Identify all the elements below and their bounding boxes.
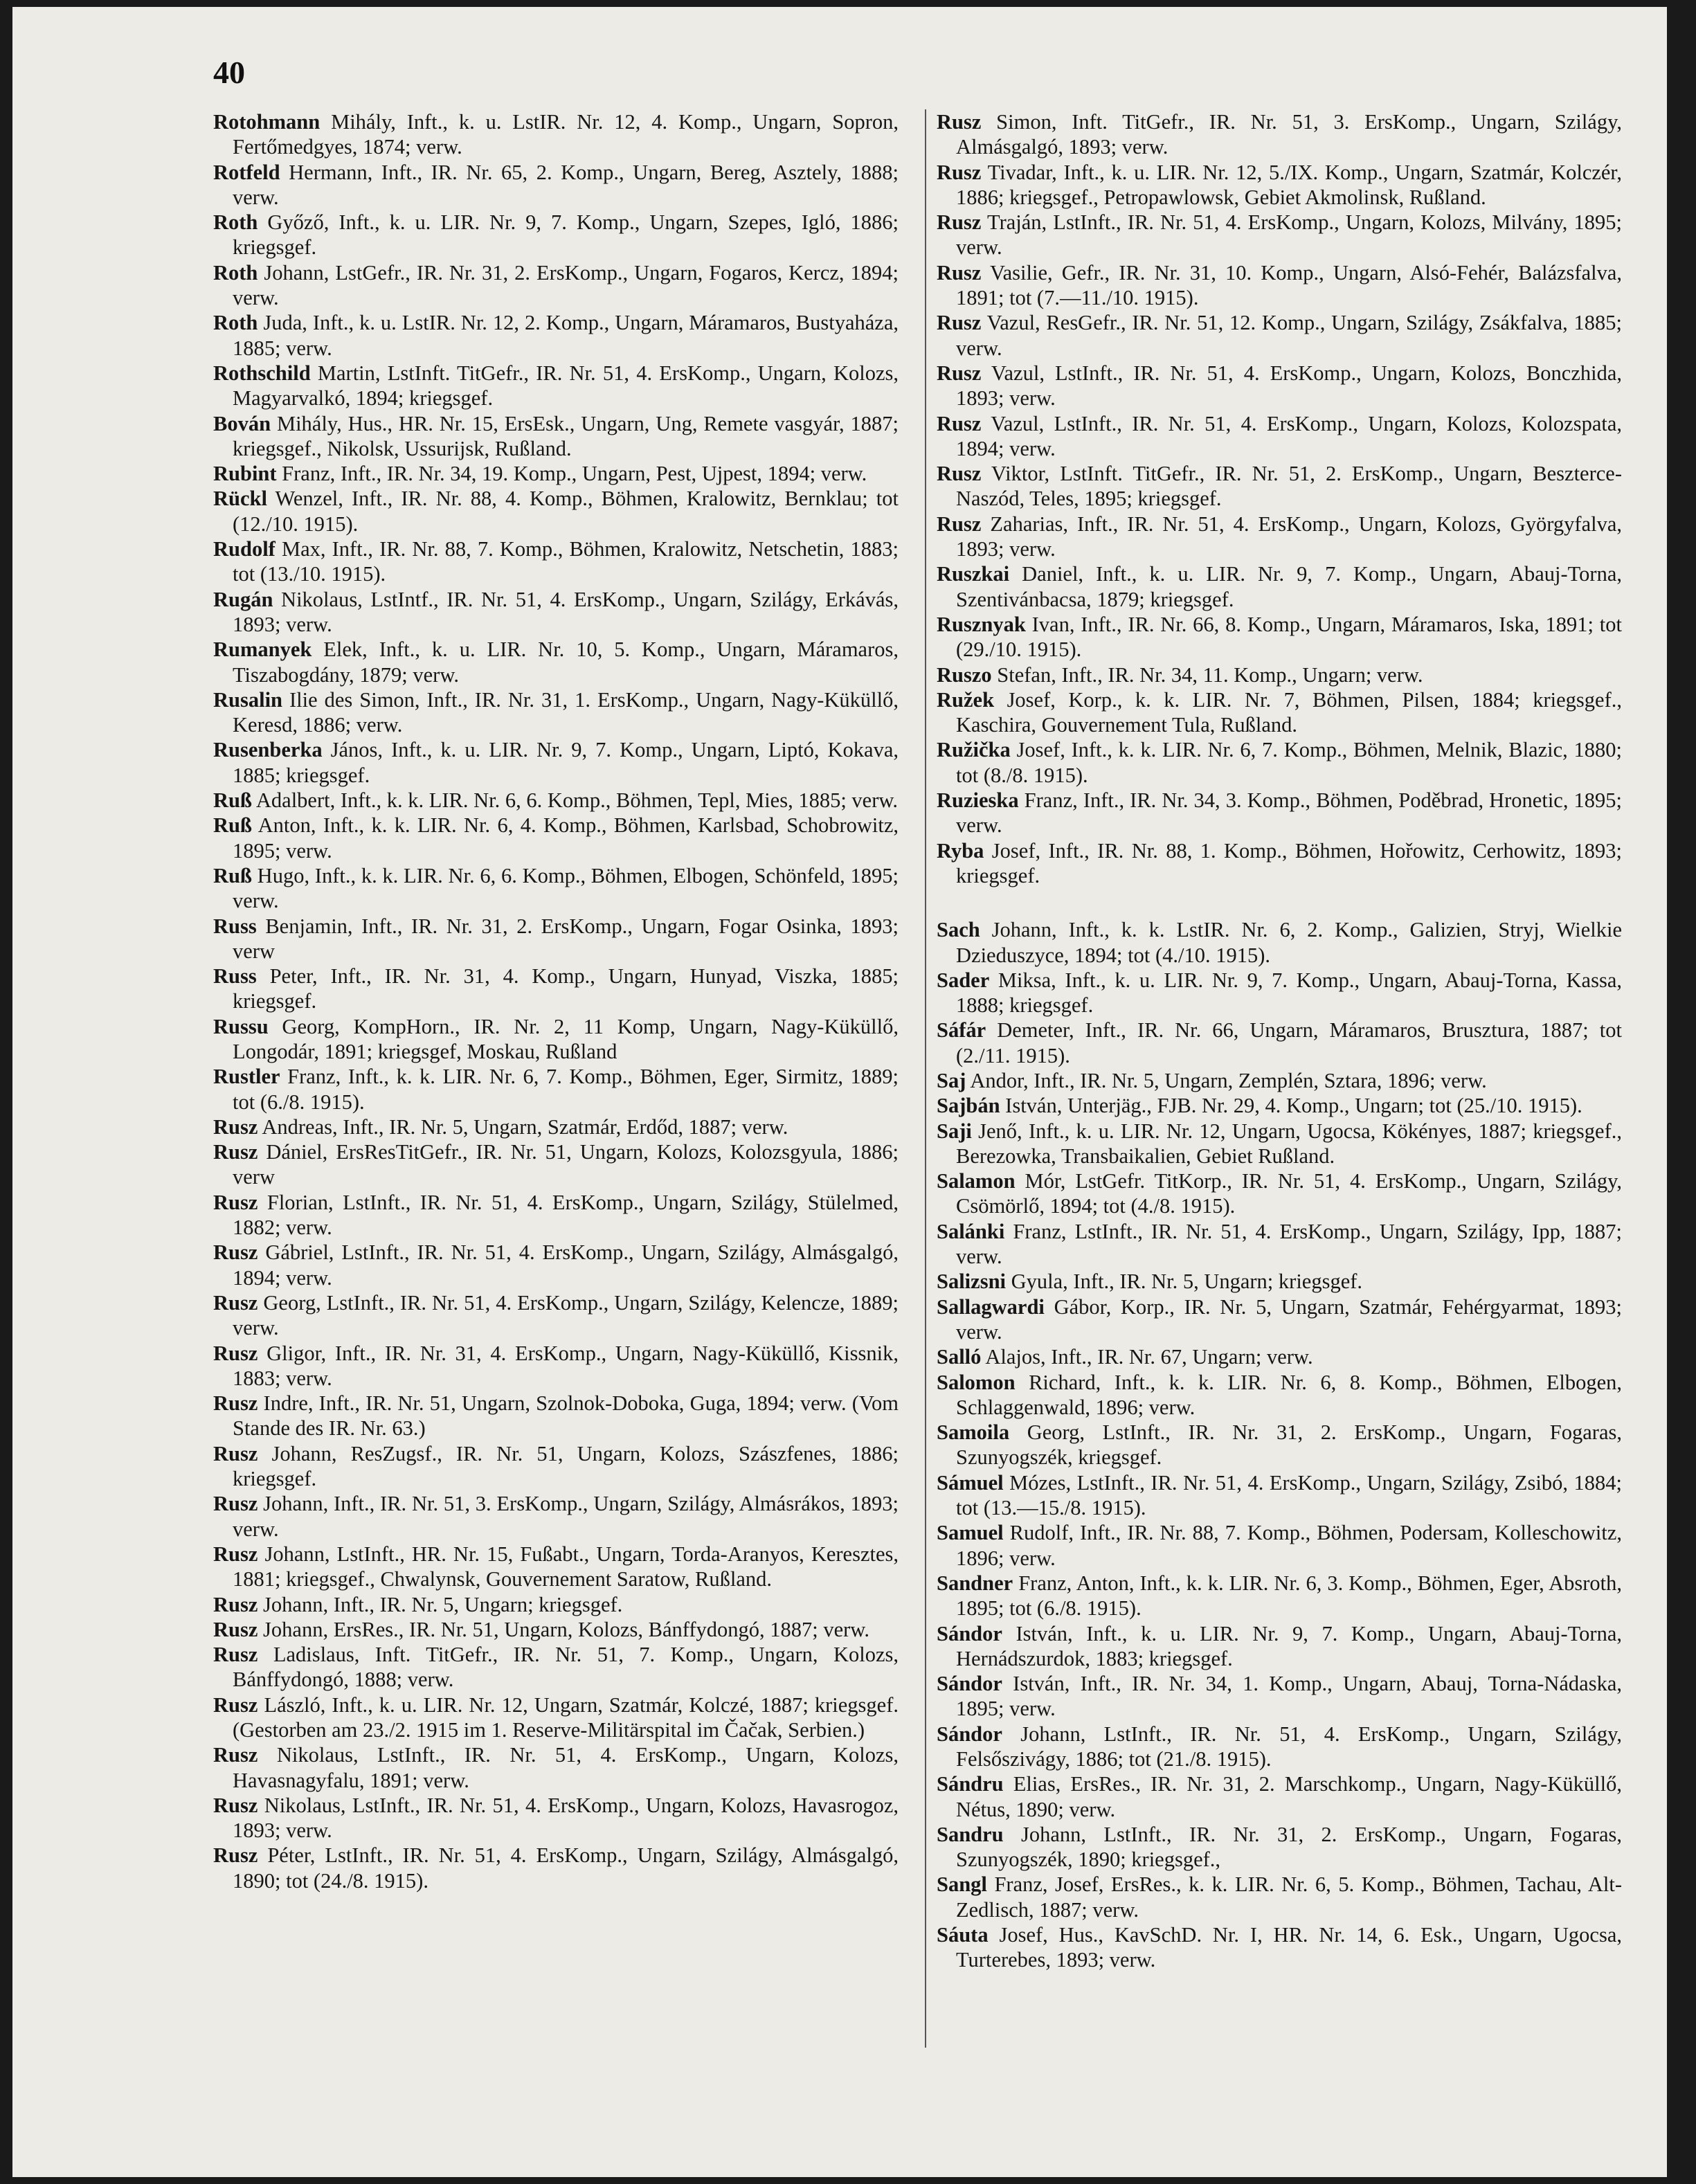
- directory-entry: [937, 1722, 1622, 1772]
- directory-entry: [937, 1093, 1622, 1118]
- directory-entry: [213, 1693, 899, 1743]
- entry-surname: Sándor: [937, 1672, 1002, 1696]
- entry-details: Benjamin, Inft., IR. Nr. 31, 2. ErsKomp., Ungarn, Fogar Osinka, 1893; verw: [233, 914, 899, 963]
- entry-details: Georg, KompHorn., IR. Nr. 2, 11 Komp, Ungarn, Nagy-Küküllő, Longodár, 1891; kriegsgef, Moskau, Rußland: [233, 1014, 899, 1063]
- directory-entry: [937, 917, 1622, 968]
- entry-surname: Rusz: [937, 512, 982, 536]
- entry-details: Franz, Inft., IR. Nr. 34, 19. Komp., Ungarn, Pest, Ujpest, 1894; verw.: [276, 462, 867, 486]
- entry-surname: Ružička: [937, 738, 1011, 762]
- entry-details: Dániel, ErsResTitGefr., IR. Nr. 51, Ungarn, Kolozs, Kolozsgyula, 1886; verw: [233, 1140, 899, 1189]
- entry-surname: Rusz: [937, 411, 982, 435]
- entry-details: Jenő, Inft., k. u. LIR. Nr. 12, Ungarn, Ugocsa, Kökényes, 1887; kriegsgef., Berezowka, Transbaikalien, Gebiet Rußland.: [956, 1119, 1622, 1168]
- entry-surname: Sándor: [937, 1722, 1002, 1746]
- entry-details: Josef, Inft., k. k. LIR. Nr. 6, 7. Komp., Böhmen, Melnik, Blazic, 1880; tot (8./8. 1915).: [956, 738, 1622, 787]
- entry-details: Ivan, Inft., IR. Nr. 66, 8. Komp., Ungarn, Máramaros, Iska, 1891; tot (29./10. 1915).: [956, 612, 1622, 662]
- entry-details: Győző, Inft., k. u. LIR. Nr. 9, 7. Komp., Ungarn, Szepes, Igló, 1886; kriegsgef.: [233, 210, 899, 260]
- entry-surname: Rusz: [937, 210, 982, 235]
- section-gap: [937, 888, 1622, 917]
- directory-entry: [213, 637, 899, 687]
- directory-entry: [213, 411, 899, 462]
- entry-surname: Samoila: [937, 1420, 1010, 1445]
- entry-details: Georg, LstInft., IR. Nr. 51, 4. ErsKomp., Ungarn, Szilágy, Kelencze, 1889; verw.: [233, 1290, 899, 1340]
- directory-entry: [213, 1617, 899, 1642]
- directory-entry: [213, 210, 899, 260]
- directory-entry: [213, 687, 899, 738]
- entry-surname: Rotfeld: [213, 160, 280, 184]
- directory-entry: [937, 1168, 1622, 1219]
- entry-details: Andreas, Inft., IR. Nr. 5, Ungarn, Szatmár, Erdőd, 1887; verw.: [258, 1114, 788, 1139]
- entry-details: Franz, Anton, Inft., k. k. LIR. Nr. 6, 3. Komp., Böhmen, Eger, Absroth, 1895; tot (6./8. 1915).: [956, 1571, 1622, 1621]
- entry-details: Zaharias, Inft., IR. Nr. 51, 4. ErsKomp., Ungarn, Kolozs, Györgyfalva, 1893; verw.: [956, 512, 1622, 561]
- entry-details: Indre, Inft., IR. Nr. 51, Ungarn, Szolnok-Doboka, Guga, 1894; verw. (Vom Stande des IR. Nr. 63.): [233, 1391, 899, 1441]
- entry-details: Franz, LstInft., IR. Nr. 51, 4. ErsKomp., Ungarn, Szilágy, Ipp, 1887; verw.: [956, 1219, 1622, 1269]
- entry-surname: Rusz: [213, 1190, 258, 1214]
- directory-entry: [213, 1441, 899, 1492]
- directory-entry: [937, 1370, 1622, 1420]
- directory-entry: [937, 1018, 1622, 1068]
- entry-surname: Ruszo: [937, 662, 992, 687]
- entry-details: Rudolf, Inft., IR. Nr. 88, 7. Komp., Böhmen, Podersam, Kolleschowitz, 1896; verw.: [956, 1521, 1622, 1570]
- entry-surname: Salló: [937, 1345, 982, 1369]
- entry-surname: Sáuta: [937, 1923, 989, 1947]
- directory-entry: [937, 838, 1622, 889]
- entry-details: Daniel, Inft., k. u. LIR. Nr. 9, 7. Komp., Ungarn, Abauj-Torna, Szentivánbacsa, 1879; kriegsgef.: [956, 562, 1622, 611]
- entry-details: Simon, Inft. TitGefr., IR. Nr. 51, 3. ErsKomp., Ungarn, Szilágy, Almásgalgó, 1893; verw.: [956, 110, 1622, 159]
- entry-details: László, Inft., k. u. LIR. Nr. 12, Ungarn, Szatmár, Kolczé, 1887; kriegsgef. (Gestorben am 23./2. 1915 im 1. Reserve-Militärspital im Čačak, Serbien.): [233, 1693, 899, 1742]
- entry-surname: Ryba: [937, 838, 984, 863]
- entry-details: Nikolaus, LstInft., IR. Nr. 51, 4. ErsKomp., Ungarn, Kolozs, Havasnagyfalu, 1891; verw.: [233, 1743, 899, 1792]
- entry-surname: Sajbán: [937, 1094, 1000, 1118]
- entry-details: Ladislaus, Inft. TitGefr., IR. Nr. 51, 7. Komp., Ungarn, Kolozs, Bánffydongó, 1888; verw.: [233, 1643, 899, 1692]
- directory-entry: [937, 310, 1622, 361]
- entry-surname: Rotohmann: [213, 110, 321, 134]
- entry-details: Johann, Inft., IR. Nr. 5, Ungarn; kriegsgef.: [258, 1592, 623, 1616]
- entry-surname: Sándor: [937, 1621, 1002, 1645]
- directory-entry: [937, 260, 1622, 311]
- entry-surname: Sach: [937, 918, 980, 942]
- entry-surname: Samuel: [937, 1521, 1004, 1545]
- entry-surname: Rückl: [213, 487, 267, 511]
- entry-details: Elek, Inft., k. u. LIR. Nr. 10, 5. Komp., Ungarn, Máramaros, Tiszabogdány, 1879; verw.: [233, 638, 899, 687]
- directory-entry: [937, 210, 1622, 260]
- directory-entry: [213, 1742, 899, 1793]
- entry-details: Mór, LstGefr. TitKorp., IR. Nr. 51, 4. ErsKomp., Ungarn, Szilágy, Csömörlő, 1894; tot (4./8. 1915).: [956, 1169, 1622, 1218]
- entry-details: Nikolaus, LstInft., IR. Nr. 51, 4. ErsKomp., Ungarn, Kolozs, Havasrogoz, 1893; verw.: [233, 1793, 899, 1843]
- entry-details: Wenzel, Inft., IR. Nr. 88, 4. Komp., Böhmen, Kralowitz, Bernklau; tot (12./10. 1915).: [233, 487, 899, 536]
- entry-surname: Rusz: [213, 1542, 258, 1566]
- directory-entry: [213, 914, 899, 964]
- entry-surname: Rusz: [213, 1592, 258, 1616]
- entry-surname: Russ: [213, 964, 257, 989]
- entry-details: Johann, ErsRes., IR. Nr. 51, Ungarn, Kolozs, Bánffydongó, 1887; verw.: [258, 1617, 869, 1641]
- directory-entry: [213, 1642, 899, 1693]
- entry-details: Elias, ErsRes., IR. Nr. 31, 2. Marschkomp., Ungarn, Nagy-Küküllő, Nétus, 1890; verw.: [956, 1772, 1622, 1821]
- entry-surname: Russ: [213, 914, 257, 938]
- entry-surname: Sallagwardi: [937, 1294, 1045, 1319]
- directory-entry: [937, 109, 1622, 160]
- entry-details: Peter, Inft., IR. Nr. 31, 4. Komp., Ungarn, Hunyad, Viszka, 1885; kriegsgef.: [233, 964, 899, 1013]
- entry-surname: Sandru: [937, 1822, 1004, 1846]
- entry-details: Mózes, LstInft., IR. Nr. 51, 4. ErsKomp., Ungarn, Szilágy, Zsibó, 1884; tot (13.—15./8. 1915).: [956, 1470, 1622, 1520]
- directory-entry: [937, 1219, 1622, 1270]
- directory-entry: [937, 1068, 1622, 1093]
- directory-entry: [213, 1491, 899, 1542]
- directory-entry: [213, 863, 899, 914]
- entry-surname: Sader: [937, 968, 990, 992]
- entry-details: János, Inft., k. u. LIR. Nr. 9, 7. Komp., Ungarn, Liptó, Kokava, 1885; kriegsgef.: [233, 738, 899, 787]
- entry-surname: Rubint: [213, 462, 277, 486]
- entry-details: Johann, ResZugsf., IR. Nr. 51, Ungarn, Kolozs, Szászfenes, 1886; kriegsgef.: [233, 1441, 899, 1491]
- entry-surname: Rusz: [937, 361, 982, 385]
- directory-entry: [213, 788, 899, 813]
- entry-details: Alajos, Inft., IR. Nr. 67, Ungarn; verw.: [981, 1345, 1313, 1369]
- entry-surname: Rusz: [213, 1441, 258, 1465]
- directory-entry: [937, 160, 1622, 210]
- entry-surname: Sáfár: [937, 1018, 986, 1043]
- entry-surname: Salánki: [937, 1219, 1005, 1243]
- entry-surname: Rusz: [213, 1140, 258, 1164]
- entry-details: Franz, Inft., IR. Nr. 34, 3. Komp., Böhmen, Poděbrad, Hronetic, 1895; verw.: [956, 788, 1622, 838]
- entry-details: Georg, LstInft., IR. Nr. 31, 2. ErsKomp., Ungarn, Fogaras, Szunyogszék, kriegsgef.: [956, 1420, 1622, 1470]
- entry-details: Florian, LstInft., IR. Nr. 51, 4. ErsKomp., Ungarn, Szilágy, Stülelmed, 1882; verw.: [233, 1190, 899, 1240]
- left-column: [213, 109, 899, 2158]
- entry-surname: Roth: [213, 260, 258, 285]
- entry-surname: Rusz: [213, 1391, 258, 1416]
- entry-surname: Rumanyek: [213, 638, 312, 662]
- entry-details: Hermann, Inft., IR. Nr. 65, 2. Komp., Ungarn, Bereg, Asztely, 1888; verw.: [233, 160, 899, 209]
- entry-surname: Rusz: [213, 1341, 258, 1365]
- directory-entry: [937, 1872, 1622, 1922]
- entry-surname: Rusalin: [213, 687, 283, 712]
- directory-entry: [937, 1470, 1622, 1521]
- entry-details: Vazul, LstInft., IR. Nr. 51, 4. ErsKomp., Ungarn, Kolozs, Kolozspata, 1894; verw.: [956, 411, 1622, 460]
- entry-details: Viktor, LstInft. TitGefr., IR. Nr. 51, 2. ErsKomp., Ungarn, Beszterce-Naszód, Teles, 1895; kriegsgef.: [956, 462, 1622, 511]
- entry-details: Josef, Korp., k. k. LIR. Nr. 7, Böhmen, Pilsen, 1884; kriegsgef., Kaschira, Gouvernement Tula, Rußland.: [956, 687, 1622, 737]
- entry-details: Johann, Inft., k. k. LstIR. Nr. 6, 2. Komp., Galizien, Stryj, Wielkie Dzieduszyce, 1894; tot (4./10. 1915).: [956, 918, 1622, 967]
- entry-surname: Rusenberka: [213, 738, 323, 762]
- entry-surname: Ruzieska: [937, 788, 1019, 813]
- entry-surname: Rudolf: [213, 537, 276, 561]
- page-number: 40: [213, 55, 245, 90]
- directory-entry: [937, 788, 1622, 838]
- entry-details: Mihály, Hus., HR. Nr. 15, ErsEsk., Ungarn, Ung, Remete vasgyár, 1887; kriegsgef., Nikolsk, Ussurijsk, Rußland.: [233, 411, 899, 460]
- directory-entry: [213, 310, 899, 361]
- directory-entry: [937, 1344, 1622, 1369]
- entry-details: Mihály, Inft., k. u. LstIR. Nr. 12, 4. Komp., Ungarn, Sopron, Fertőmedgyes, 1874; verw.: [233, 110, 899, 159]
- entry-surname: Roth: [213, 210, 258, 235]
- entry-details: Josef, Hus., KavSchD. Nr. I, HR. Nr. 14, 6. Esk., Ungarn, Ugocsa, Turterebes, 1893; verw.: [956, 1923, 1622, 1972]
- entry-surname: Rusz: [937, 160, 982, 184]
- entry-surname: Rusz: [937, 462, 982, 486]
- entry-surname: Rusz: [213, 1492, 258, 1516]
- entry-details: Gábriel, LstInft., IR. Nr. 51, 4. ErsKomp., Ungarn, Szilágy, Almásgalgó, 1894; verw.: [233, 1240, 899, 1290]
- directory-entry: [937, 612, 1622, 662]
- entry-surname: Sangl: [937, 1872, 987, 1897]
- directory-entry: [937, 1571, 1622, 1621]
- entry-surname: Rusz: [213, 1843, 258, 1868]
- entry-details: Vazul, ResGefr., IR. Nr. 51, 12. Komp., Ungarn, Szilágy, Zsákfalva, 1885; verw.: [956, 311, 1622, 360]
- directory-entry: [213, 486, 899, 536]
- entry-details: Ilie des Simon, Inft., IR. Nr. 31, 1. ErsKomp., Ungarn, Nagy-Küküllő, Keresd, 1886; verw.: [233, 687, 899, 737]
- entry-details: István, Inft., k. u. LIR. Nr. 9, 7. Komp., Ungarn, Abauj-Torna, Hernádszurdok, 1883; kriegsgef.: [956, 1621, 1622, 1670]
- entry-details: Gábor, Korp., IR. Nr. 5, Ungarn, Szatmár, Fehérgyarmat, 1893; verw.: [956, 1294, 1622, 1344]
- directory-entry: [213, 1114, 899, 1139]
- directory-entry: [937, 1119, 1622, 1169]
- directory-entry: [937, 411, 1622, 462]
- directory-entry: [937, 968, 1622, 1018]
- entry-surname: Rusz: [213, 1114, 258, 1139]
- directory-entry: [213, 813, 899, 863]
- entry-surname: Rusz: [937, 260, 982, 285]
- entry-surname: Ružek: [937, 687, 995, 712]
- entry-surname: Sandner: [937, 1571, 1013, 1595]
- directory-entry: [213, 1290, 899, 1341]
- entry-surname: Salomon: [937, 1370, 1016, 1394]
- entry-details: Traján, LstInft., IR. Nr. 51, 4. ErsKomp., Ungarn, Kolozs, Milvány, 1895; verw.: [956, 210, 1622, 260]
- entry-surname: Saj: [937, 1068, 966, 1092]
- entry-details: Anton, Inft., k. k. LIR. Nr. 6, 4. Komp., Böhmen, Karlsbad, Schobrowitz, 1895; verw.: [233, 813, 899, 863]
- entry-details: Vazul, LstInft., IR. Nr. 51, 4. ErsKomp., Ungarn, Kolozs, Bonczhida, 1893; verw.: [956, 361, 1622, 410]
- entry-details: Johann, LstInft., IR. Nr. 31, 2. ErsKomp., Ungarn, Fogaras, Szunyogszék, 1890; kriegsgef.,: [956, 1822, 1622, 1872]
- entry-surname: Russu: [213, 1014, 269, 1038]
- entry-surname: Rusz: [213, 1743, 258, 1767]
- directory-entry: [213, 536, 899, 587]
- entry-surname: Saji: [937, 1119, 972, 1143]
- directory-entry: [937, 1294, 1622, 1345]
- entry-details: István, Unterjäg., FJB. Nr. 29, 4. Komp., Ungarn; tot (25./10. 1915).: [1000, 1094, 1582, 1118]
- entry-surname: Rusz: [213, 1643, 258, 1667]
- entry-details: Johann, Inft., IR. Nr. 51, 3. ErsKomp., Ungarn, Szilágy, Almásrákos, 1893; verw.: [233, 1492, 899, 1541]
- directory-entry: [213, 1014, 899, 1065]
- entry-surname: Salizsni: [937, 1270, 1007, 1294]
- directory-entry: [213, 1139, 899, 1190]
- entry-surname: Rusz: [937, 311, 982, 335]
- entry-details: Johann, LstGefr., IR. Nr. 31, 2. ErsKomp., Ungarn, Fogaros, Kercz, 1894; verw.: [233, 260, 899, 310]
- entry-details: Hugo, Inft., k. k. LIR. Nr. 6, 6. Komp., Böhmen, Elbogen, Schönfeld, 1895; verw.: [233, 863, 899, 913]
- directory-entry: [213, 587, 899, 638]
- column-divider: [925, 109, 926, 2048]
- entry-surname: Bován: [213, 411, 271, 435]
- directory-entry: [937, 512, 1622, 562]
- directory-entry: [937, 1269, 1622, 1294]
- directory-entry: [937, 1822, 1622, 1872]
- entry-surname: Rustler: [213, 1065, 280, 1089]
- entry-details: Gyula, Inft., IR. Nr. 5, Ungarn; kriegsgef.: [1006, 1270, 1363, 1294]
- entry-surname: Sámuel: [937, 1470, 1004, 1495]
- entry-surname: Rusz: [213, 1290, 258, 1315]
- entry-details: Max, Inft., IR. Nr. 88, 7. Komp., Böhmen, Kralowitz, Netschetin, 1883; tot (13./10. 1915).: [233, 537, 899, 586]
- directory-entry: [213, 1240, 899, 1290]
- entry-surname: Ruszkai: [937, 562, 1010, 586]
- entry-surname: Rothschild: [213, 361, 311, 385]
- directory-entry: [937, 687, 1622, 738]
- entry-details: Miksa, Inft., k. u. LIR. Nr. 9, 7. Komp., Ungarn, Abauj-Torna, Kassa, 1888; kriegsgef.: [956, 968, 1622, 1018]
- entry-details: Franz, Inft., k. k. LIR. Nr. 6, 7. Komp., Böhmen, Eger, Sirmitz, 1889; tot (6./8. 1915).: [233, 1065, 899, 1114]
- directory-entry: [937, 361, 1622, 411]
- entry-details: Demeter, Inft., IR. Nr. 66, Ungarn, Máramaros, Brusztura, 1887; tot (2./11. 1915).: [956, 1018, 1622, 1067]
- entry-details: Johann, LstInft., HR. Nr. 15, Fußabt., Ungarn, Torda-Aranyos, Keresztes, 1881; kriegsgef., Chwalynsk, Gouvernement Saratow, Rußland.: [233, 1542, 899, 1591]
- entry-surname: Rusz: [937, 110, 982, 134]
- directory-entry: [937, 461, 1622, 512]
- entry-surname: Ruß: [213, 788, 252, 813]
- entry-surname: Ruß: [213, 813, 252, 838]
- entry-details: Gligor, Inft., IR. Nr. 31, 4. ErsKomp., Ungarn, Nagy-Küküllő, Kissnik, 1883; verw.: [233, 1341, 899, 1390]
- directory-entry: [213, 160, 899, 210]
- right-column: [937, 109, 1622, 2158]
- entry-details: Richard, Inft., k. k. LIR. Nr. 6, 8. Komp., Böhmen, Elbogen, Schlaggenwald, 1896; verw.: [956, 1370, 1622, 1419]
- directory-entry: [213, 1341, 899, 1391]
- entry-surname: Roth: [213, 311, 258, 335]
- directory-entry: [937, 1420, 1622, 1470]
- entry-surname: Rugán: [213, 587, 273, 611]
- entry-details: István, Inft., IR. Nr. 34, 1. Komp., Ungarn, Abauj, Torna-Nádaska, 1895; verw.: [956, 1672, 1622, 1721]
- entry-details: Andor, Inft., IR. Nr. 5, Ungarn, Zemplén, Sztara, 1896; verw.: [966, 1068, 1487, 1092]
- entry-surname: Sándru: [937, 1772, 1004, 1796]
- directory-entry: [213, 260, 899, 311]
- directory-entry: [937, 1520, 1622, 1571]
- directory-entry: [213, 1391, 899, 1441]
- directory-entry: [937, 1621, 1622, 1672]
- entry-details: Franz, Josef, ErsRes., k. k. LIR. Nr. 6, 5. Komp., Böhmen, Tachau, Alt-Zedlisch, 1887; verw.: [956, 1872, 1622, 1922]
- entry-details: Tivadar, Inft., k. u. LIR. Nr. 12, 5./IX. Komp., Ungarn, Szatmár, Kolczér, 1886; kriegsgef., Petropawlowsk, Gebiet Akmolinsk, Rußland.: [956, 160, 1622, 209]
- directory-entry: [213, 361, 899, 411]
- directory-entry: [937, 1922, 1622, 1973]
- directory-entry: [213, 1843, 899, 1893]
- directory-entry: [213, 1592, 899, 1617]
- entry-surname: Rusz: [213, 1240, 258, 1265]
- entry-surname: Rusz: [213, 1693, 258, 1717]
- document-page: [12, 7, 1667, 2177]
- directory-entry: [213, 1793, 899, 1843]
- directory-entry: [937, 561, 1622, 612]
- entry-details: Vasilie, Gefr., IR. Nr. 31, 10. Komp., Ungarn, Alsó-Fehér, Balázsfalva, 1891; tot (7.—11./10. 1915).: [956, 260, 1622, 310]
- directory-entry: [937, 1671, 1622, 1722]
- entry-details: Johann, LstInft., IR. Nr. 51, 4. ErsKomp., Ungarn, Szilágy, Felsőszivágy, 1886; tot (21./8. 1915).: [956, 1722, 1622, 1771]
- directory-entry: [213, 1190, 899, 1240]
- entry-surname: Rusz: [213, 1793, 258, 1817]
- entry-surname: Salamon: [937, 1169, 1016, 1193]
- directory-entry: [937, 1771, 1622, 1822]
- entry-details: Péter, LstInft., IR. Nr. 51, 4. ErsKomp., Ungarn, Szilágy, Almásgalgó, 1890; tot (24./8. 1915).: [233, 1843, 899, 1893]
- entry-surname: Ruß: [213, 863, 252, 887]
- entry-details: Stefan, Inft., IR. Nr. 34, 11. Komp., Ungarn; verw.: [991, 662, 1423, 687]
- directory-entry: [213, 1542, 899, 1592]
- entry-details: Juda, Inft., k. u. LstIR. Nr. 12, 2. Komp., Ungarn, Máramaros, Bustyaháza, 1885; verw.: [233, 311, 899, 360]
- directory-entry: [213, 461, 899, 486]
- directory-entry: [213, 964, 899, 1014]
- directory-entry: [213, 737, 899, 788]
- directory-entry: [937, 662, 1622, 687]
- entry-details: Josef, Inft., IR. Nr. 88, 1. Komp., Böhmen, Hořowitz, Cerhowitz, 1893; kriegsgef.: [956, 838, 1622, 887]
- entry-details: Nikolaus, LstIntf., IR. Nr. 51, 4. ErsKomp., Ungarn, Szilágy, Erkávás, 1893; verw.: [233, 587, 899, 636]
- directory-entry: [937, 737, 1622, 788]
- entry-surname: Rusz: [213, 1617, 258, 1641]
- directory-entry: [213, 1064, 899, 1114]
- entry-surname: Rusznyak: [937, 612, 1026, 636]
- directory-entry: [213, 109, 899, 160]
- entry-details: Adalbert, Inft., k. k. LIR. Nr. 6, 6. Komp., Böhmen, Tepl, Mies, 1885; verw.: [251, 788, 899, 813]
- entry-details: Martin, LstInft. TitGefr., IR. Nr. 51, 4. ErsKomp., Ungarn, Kolozs, Magyarvalkó, 1894; kriegsgef.: [233, 361, 899, 410]
